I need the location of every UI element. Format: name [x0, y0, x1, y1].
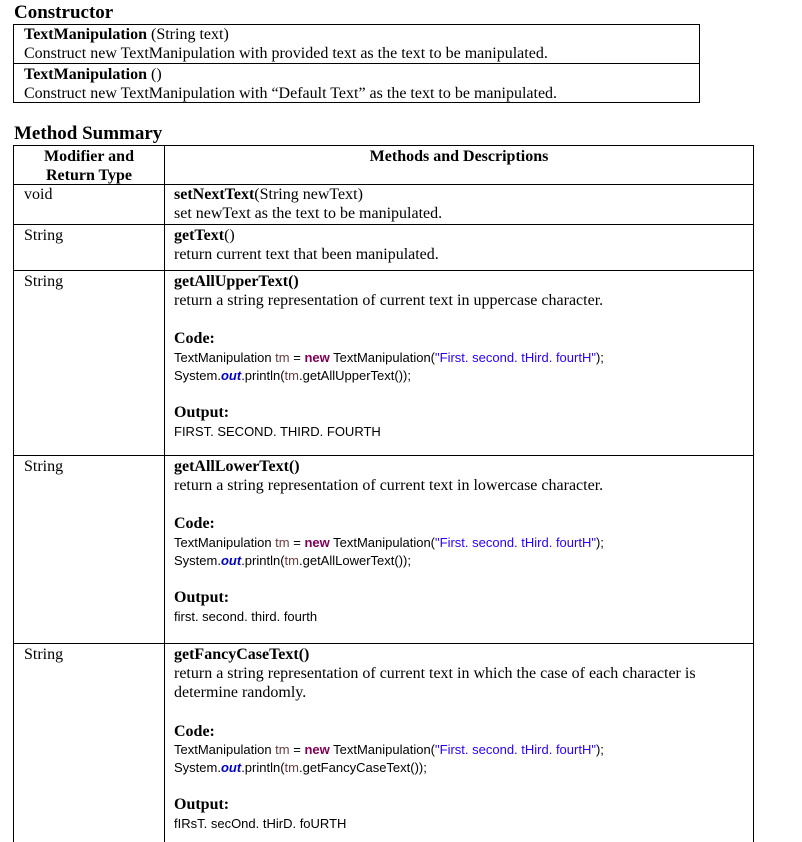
- row-5-method-name: getFancyCaseText: [174, 646, 299, 663]
- constructor-2-params: (): [147, 66, 162, 83]
- code-variable: tm: [284, 760, 299, 775]
- code-token: );: [595, 535, 604, 550]
- row-4-output-label: Output:: [174, 589, 230, 606]
- row-4-code-label: Code:: [174, 515, 215, 532]
- row-divider: [13, 643, 754, 644]
- code-token: TextManipulation: [174, 742, 276, 757]
- code-field: out: [220, 368, 242, 383]
- row-3-code-label: Code:: [174, 330, 215, 347]
- header-methods: Methods and Descriptions: [369, 148, 549, 165]
- constructor-1-signature: [24, 25, 229, 44]
- code-token: TextManipulation(: [329, 535, 436, 550]
- code-variable: tm: [275, 350, 290, 365]
- code-token: .getAllUpperText());: [299, 368, 411, 383]
- row-1-description: set newText as the text to be manipulated.: [174, 205, 443, 222]
- constructor-2-signature: [24, 65, 162, 84]
- row-4-code-line1: [174, 534, 604, 552]
- row-5-output-label: Output:: [174, 796, 230, 813]
- row-5-code-label: Code:: [174, 723, 215, 740]
- code-token: =: [289, 535, 305, 550]
- row-divider: [13, 270, 754, 271]
- row-4-signature: [174, 457, 300, 476]
- row-3-code-line2: [174, 367, 411, 385]
- code-token: TextManipulation: [174, 535, 276, 550]
- code-token: System.: [174, 760, 221, 775]
- row-2-method-name: getText: [174, 227, 225, 244]
- row-4-method-name: getAllLowerText: [174, 458, 289, 475]
- row-3-params: (): [288, 273, 299, 290]
- code-variable: tm: [275, 535, 290, 550]
- row-5-description-line2: determine randomly.: [174, 684, 307, 701]
- row-3-code-line1: [174, 349, 604, 367]
- row-4-code-line2: [174, 552, 411, 570]
- row-4-type: String: [24, 458, 64, 475]
- code-keyword: new: [304, 742, 330, 757]
- code-token: .getAllLowerText());: [299, 553, 411, 568]
- row-5-description-line1: return a string representation of current text in which the case of each character is: [174, 665, 696, 682]
- row-5-params: (): [298, 646, 310, 663]
- row-5-signature: [174, 645, 309, 664]
- row-3-output: FIRST. SECOND. THIRD. FOURTH: [174, 424, 381, 439]
- row-5-code-line2: [174, 759, 427, 777]
- code-variable: tm: [275, 742, 290, 757]
- constructor-1-description: Construct new TextManipulation with provided text as the text to be manipulated.: [24, 45, 548, 62]
- header-modifier: [14, 147, 164, 185]
- row-4-params: (): [288, 458, 300, 475]
- row-1-type: void: [24, 186, 53, 203]
- row-1-params: (String newText): [254, 186, 363, 203]
- code-token: .getFancyCaseText());: [299, 760, 427, 775]
- row-3-type: String: [24, 273, 64, 290]
- constructor-2-description: Construct new TextManipulation with “Default Text” as the text to be manipulated.: [24, 85, 558, 102]
- code-token: =: [289, 350, 305, 365]
- row-1-method-name: setNextText: [174, 186, 255, 203]
- row-3-output-label: Output:: [174, 404, 230, 421]
- table-right-border: [753, 145, 754, 842]
- row-4-description: return a string representation of current text in lowercase character.: [174, 477, 604, 494]
- constructor-1-name: TextManipulation: [24, 26, 147, 43]
- constructor-1-params: (String text): [147, 26, 229, 43]
- row-1-signature: [174, 185, 363, 204]
- header-modifier-line1: Modifier and: [44, 148, 134, 165]
- row-5-code-line1: [174, 741, 604, 759]
- table-left-border: [13, 145, 14, 842]
- method-summary-heading: Method Summary: [14, 123, 163, 144]
- code-token: );: [595, 350, 604, 365]
- code-field: out: [220, 553, 242, 568]
- row-2-params: (): [224, 227, 235, 244]
- code-token: .println(: [241, 553, 285, 568]
- code-variable: tm: [284, 368, 299, 383]
- row-5-output: fIRsT. secOnd. tHirD. foURTH: [174, 816, 347, 831]
- code-token: TextManipulation(: [329, 742, 436, 757]
- row-divider: [13, 455, 754, 456]
- constructor-divider: [13, 63, 700, 64]
- header-modifier-line2: Return Type: [45, 167, 133, 184]
- row-5-type: String: [24, 646, 64, 663]
- code-variable: tm: [284, 553, 299, 568]
- constructor-2-name: TextManipulation: [24, 66, 147, 83]
- constructor-heading: Constructor: [14, 2, 114, 23]
- row-2-type: String: [24, 227, 64, 244]
- code-token: TextManipulation: [174, 350, 276, 365]
- row-3-signature: [174, 272, 299, 291]
- row-4-output: first. second. third. fourth: [174, 609, 318, 624]
- code-token: System.: [174, 553, 221, 568]
- row-2-description: return current text that been manipulated.: [174, 246, 439, 263]
- code-token: =: [289, 742, 305, 757]
- code-token: TextManipulation(: [329, 350, 436, 365]
- row-3-method-name: getAllUpperText: [174, 273, 289, 290]
- code-token: );: [595, 742, 604, 757]
- row-2-signature: [174, 226, 235, 245]
- code-string: "First. second. tHird. fourtH": [435, 535, 596, 550]
- code-field: out: [220, 760, 242, 775]
- code-token: .println(: [241, 368, 285, 383]
- row-3-description: return a string representation of current text in uppercase character.: [174, 292, 604, 309]
- code-token: .println(: [241, 760, 285, 775]
- code-string: "First. second. tHird. fourtH": [435, 350, 596, 365]
- column-divider: [164, 145, 165, 842]
- code-keyword: new: [304, 535, 330, 550]
- code-keyword: new: [304, 350, 330, 365]
- code-token: System.: [174, 368, 221, 383]
- code-string: "First. second. tHird. fourtH": [435, 742, 596, 757]
- table-top-border: [13, 145, 754, 146]
- row-divider: [13, 224, 754, 225]
